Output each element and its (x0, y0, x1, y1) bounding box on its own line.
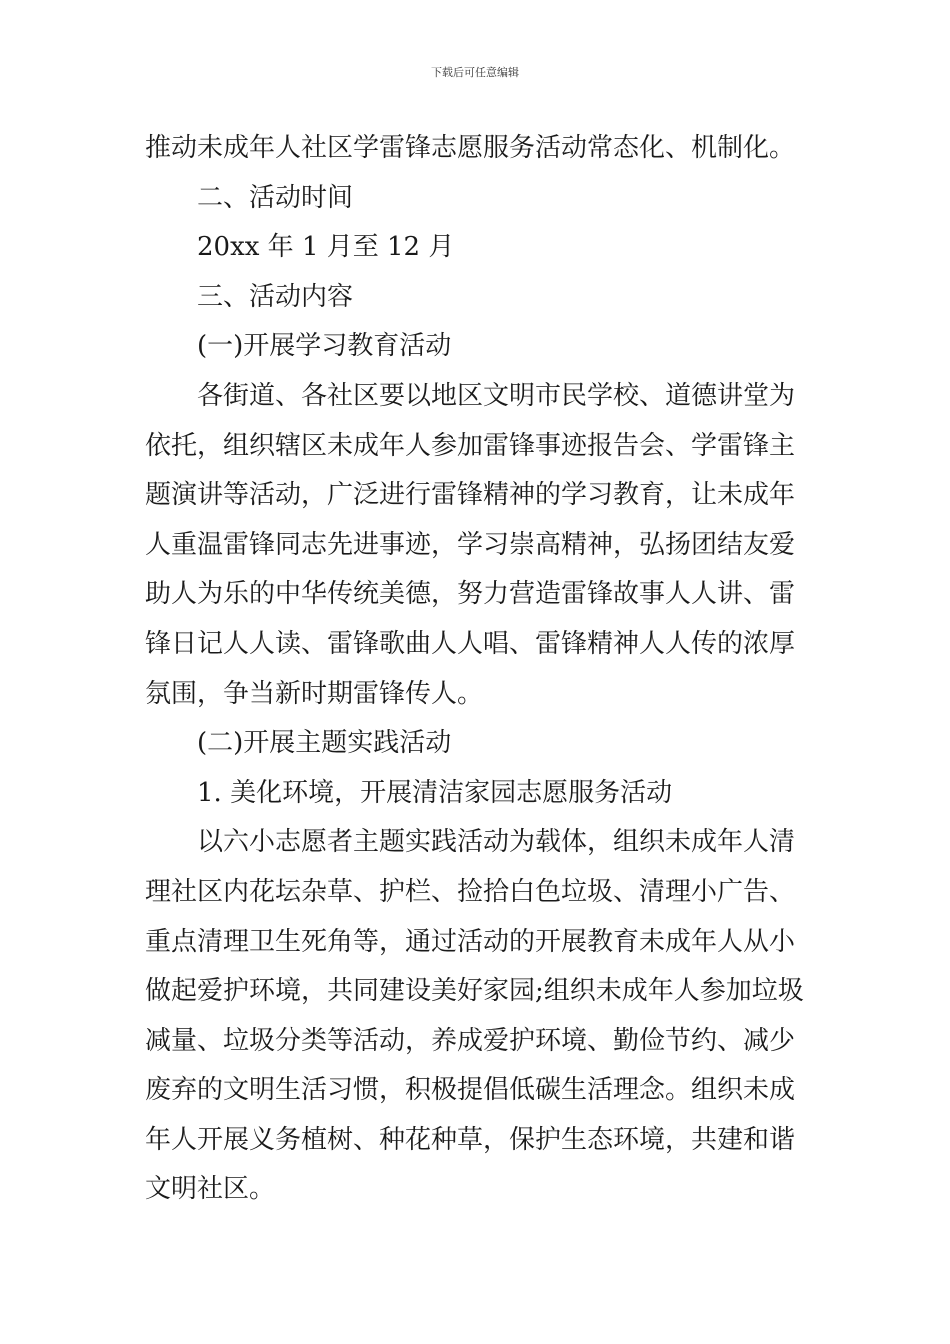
text-line: 理社区内花坛杂草、护栏、捡拾白色垃圾、清理小广告、 (145, 876, 796, 907)
text-line: 以六小志愿者主题实践活动为载体，组织未成年人清 (197, 827, 796, 858)
text-line: 氛围，争当新时期雷锋传人。 (145, 678, 484, 709)
subsection-heading: (一)开展学习教育活动 (197, 331, 452, 362)
text-line: 题演讲等活动，广泛进行雷锋精神的学习教育，让未成年 (145, 480, 796, 511)
text-line: 助人为乐的中华传统美德，努力营造雷锋故事人人讲、雷 (145, 579, 796, 610)
text-line: 减量、垃圾分类等活动，养成爱护环境、勤俭节约、减少 (145, 1025, 796, 1056)
text-line: 20xx 年 1 月至 12 月 (197, 232, 455, 263)
section-heading: 三、活动内容 (197, 281, 354, 312)
section-heading: 二、活动时间 (197, 182, 354, 213)
text-line: 年人开展义务植树、种花种草，保护生态环境，共建和谐 (145, 1124, 796, 1155)
document-body (145, 124, 807, 1215)
text-line: 重点清理卫生死角等，通过活动的开展教育未成年人从小 (145, 926, 796, 957)
text-line: 文明社区。 (145, 1174, 276, 1205)
text-line: 废弃的文明生活习惯，积极提倡低碳生活理念。组织未成 (145, 1075, 796, 1106)
page-header: 下载后可任意编辑 (431, 66, 519, 79)
item-heading: 1. 美化环境，开展清洁家园志愿服务活动 (197, 777, 673, 808)
text-line: 各街道、各社区要以地区文明市民学校、道德讲堂为 (197, 380, 796, 411)
text-line: 依托，组织辖区未成年人参加雷锋事迹报告会、学雷锋主 (145, 430, 796, 461)
text-line: 锋日记人人读、雷锋歌曲人人唱、雷锋精神人人传的浓厚 (145, 628, 796, 659)
subsection-heading: (二)开展主题实践活动 (197, 728, 452, 759)
text-line: 人重温雷锋同志先进事迹，学习崇高精神，弘扬团结友爱 (145, 529, 796, 560)
text-line: 做起爱护环境，共同建设美好家园;组织未成年人参加垃圾 (145, 976, 804, 1007)
text-line: 推动未成年人社区学雷锋志愿服务活动常态化、机制化。 (145, 133, 796, 163)
